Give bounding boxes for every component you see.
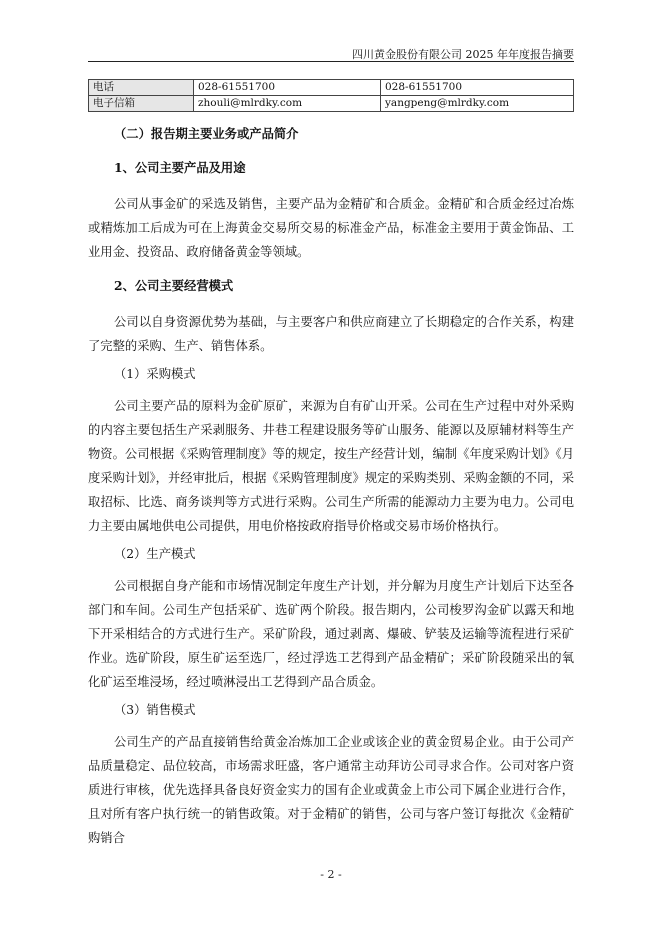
table-row	[89, 96, 574, 112]
purchase-mode-title: （1）采购模式	[114, 367, 196, 381]
email-value-secretary: zhouli@mlrdky.com	[194, 96, 381, 112]
contact-table	[88, 79, 574, 112]
section-title: （二）报告期主要业务或产品简介	[114, 126, 299, 141]
sales-mode-paragraph: 公司生产的产品直接销售给黄金冶炼加工企业或该企业的黄金贸易企业。由于公司产品质量稳定、品位较高，市场需求旺盛，客户通常主动拜访公司寻求合作。公司对客户资质进行审核，优先选择具备良好资金实力的国有企业或黄金上市公司下属企业进行合作，且对所有客户执行统一的销售政策。对于金精矿的销售，公司与客户签订每批次《金精矿购销合	[88, 735, 574, 845]
subsection-title-business-model: 2、公司主要经营模式	[114, 278, 234, 293]
main-content	[88, 122, 574, 850]
phone-value-secretary: 028-61551700	[194, 80, 381, 96]
sales-mode-title: （3）销售模式	[114, 703, 196, 717]
table-row	[89, 80, 574, 96]
purchase-mode-paragraph: 公司主要产品的原料为金矿原矿，来源为自有矿山开采。公司在生产过程中对外采购的内容主要包括生产采剥服务、井巷工程建设服务等矿山服务、能源以及原辅材料等生产物资。公司根据《采购管理制度》等的规定，按生产经营计划，编制《年度采购计划》《月度采购计划》，并经审批后，根据《采购管理制度》规定的采购类别、采购金额的不同，采取招标、比选、商务谈判等方式进行采购。公司生产所需的能源动力主要为电力。公司电力主要由属地供电公司提供，用电价格按政府指导价格或交易市场价格执行。	[88, 399, 574, 533]
phone-value-representative: 028-61551700	[381, 80, 574, 96]
products-paragraph: 公司从事金矿的采选及销售，主要产品为金精矿和合质金。金精矿和合质金经过冶炼或精炼加工后成为可在上海黄金交易所交易的标准金产品，标准金主要用于黄金饰品、工业用金、投资品、政府储备黄金等领域。	[88, 197, 574, 259]
email-label: 电子信箱	[89, 96, 194, 112]
business-model-intro: 公司以自身资源优势为基础，与主要客户和供应商建立了长期稳定的合作关系，构建了完整的采购、生产、销售体系。	[88, 315, 574, 353]
page-header: 四川黄金股份有限公司 2025 年年度报告摘要	[352, 48, 574, 61]
production-mode-paragraph: 公司根据自身产能和市场情况制定年度生产计划，并分解为月度生产计划后下达至各部门和车间。公司生产包括采矿、选矿两个阶段。报告期内，公司梭罗沟金矿以露天和地下开采相结合的方式进行生产。采矿阶段，通过剥离、爆破、铲装及运输等流程进行采矿作业。选矿阶段，原生矿运至选厂，经过浮选工艺得到产品金精矿；采矿阶段随采出的氧化矿运至堆浸场，经过喷淋浸出工艺得到产品合质金。	[88, 579, 574, 689]
phone-label: 电话	[89, 80, 194, 96]
production-mode-title: （2）生产模式	[114, 547, 196, 561]
page-number: - 2 -	[320, 868, 342, 881]
header-divider	[88, 61, 574, 62]
subsection-title-products: 1、公司主要产品及用途	[114, 160, 246, 175]
email-value-representative: yangpeng@mlrdky.com	[381, 96, 574, 112]
